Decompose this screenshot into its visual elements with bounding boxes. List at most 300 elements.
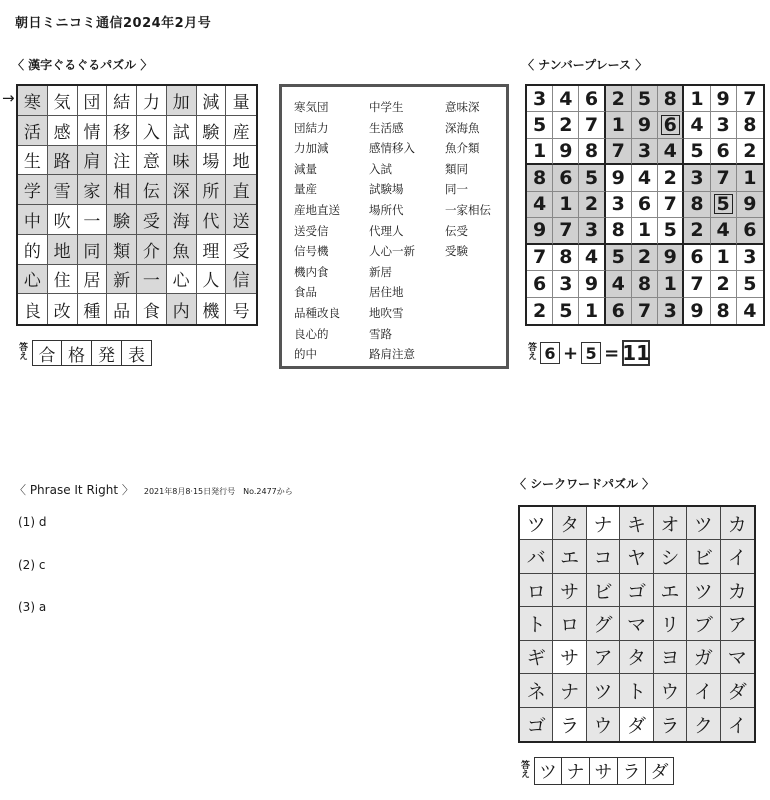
sudoku-digit: 8	[637, 272, 652, 295]
kanji-cell: 場	[197, 146, 227, 176]
seek-answer-char: サ	[590, 757, 618, 785]
sudoku-answer-b: 5	[581, 342, 601, 364]
sudoku-digit: 4	[716, 219, 730, 242]
sudoku-cell	[553, 218, 579, 244]
sudoku-digit: 5	[743, 272, 757, 295]
sudoku-cell	[632, 271, 658, 297]
sudoku-digit: 7	[690, 272, 704, 295]
seek-word-cell: カ	[721, 574, 754, 607]
sudoku-cell	[527, 112, 553, 138]
kanji-cell: 住	[48, 265, 78, 295]
kanji-cell: 減	[197, 86, 227, 116]
seek-word-cell: ラ	[553, 708, 586, 741]
sudoku-cell	[606, 139, 632, 165]
sudoku-digit: 3	[611, 193, 625, 216]
sudoku-digit: 9	[584, 272, 599, 295]
sudoku-digit: 2	[663, 167, 677, 190]
sudoku-digit: 1	[743, 167, 757, 190]
word-list-item: 団結力	[294, 120, 329, 135]
seek-word-cell: タ	[620, 641, 653, 674]
sudoku-digit: 5	[663, 219, 677, 242]
word-list-item: 深海魚	[445, 120, 480, 135]
kanji-cell: 品	[107, 294, 137, 324]
kanji-cell: 移	[107, 116, 137, 146]
kanji-cell: 一	[78, 205, 108, 235]
kanji-cell: 意	[137, 146, 167, 176]
sudoku-digit: 7	[716, 167, 730, 190]
sudoku-digit: 6	[532, 272, 547, 295]
seek-word-grid	[518, 505, 756, 743]
word-list-col-3	[445, 97, 491, 262]
sudoku-digit: 8	[743, 114, 757, 137]
seek-word-cell: ナ	[553, 674, 586, 707]
seek-answer-char: ナ	[562, 757, 590, 785]
kanji-cell: 中	[18, 205, 48, 235]
sudoku-digit: 4	[637, 167, 652, 190]
sudoku-digit: 1	[584, 299, 599, 322]
seek-word-cell: ウ	[587, 708, 620, 741]
sudoku-digit: 1	[663, 272, 677, 295]
sudoku-digit: 5	[584, 167, 599, 190]
sudoku-grid	[525, 84, 765, 326]
kanji-cell: 肩	[78, 146, 108, 176]
sudoku-digit: 5	[559, 299, 573, 322]
sudoku-cell	[579, 86, 605, 112]
word-list-item: 新居	[369, 264, 392, 279]
sudoku-cell	[606, 192, 632, 218]
kanji-answer-char: 格	[62, 340, 92, 366]
kanji-cell: 所	[197, 175, 227, 205]
phrase-answer-2: (2) c	[18, 558, 46, 572]
seek-word-cell: イ	[721, 540, 754, 573]
sudoku-cell	[579, 112, 605, 138]
sudoku-digit: 6	[661, 115, 680, 135]
word-list-item: 一家相伝	[445, 202, 491, 217]
kanji-cell: 受	[137, 205, 167, 235]
seek-word-cell: イ	[727, 714, 747, 737]
word-list-item: 魚介類	[445, 141, 480, 156]
sudoku-cell	[632, 298, 658, 324]
sudoku-cell	[658, 298, 684, 324]
phrase-header	[14, 481, 293, 498]
sudoku-cell	[553, 298, 579, 324]
sudoku-cell	[684, 218, 710, 244]
kanji-answer-char: 表	[122, 340, 152, 366]
sudoku-cell	[553, 271, 579, 297]
sudoku-cell	[658, 245, 684, 271]
sudoku-answer	[540, 340, 650, 366]
seek-word-cell: リ	[654, 607, 687, 640]
seek-word-cell: ツ	[687, 574, 720, 607]
phrase-title: 〈 Phrase It Right 〉	[14, 483, 134, 497]
seek-word-cell: コ	[587, 540, 620, 573]
seek-word-title: 〈 シークワードパズル 〉	[514, 477, 655, 491]
seek-word-cell: ダ	[721, 674, 754, 707]
sudoku-cell	[711, 245, 737, 271]
sudoku-cell	[553, 112, 579, 138]
word-list-item: 食品	[294, 285, 317, 300]
kanji-cell: 感	[48, 116, 78, 146]
word-list-item: 寒気団	[294, 100, 329, 114]
sudoku-digit: 3	[532, 87, 547, 110]
sudoku-cell	[606, 245, 632, 271]
kanji-cell: 路	[48, 146, 78, 176]
sudoku-cell	[606, 86, 632, 112]
sudoku-digit: 3	[637, 140, 652, 163]
sudoku-cell	[527, 271, 553, 297]
sudoku-digit: 9	[559, 140, 573, 163]
kanji-cell: 雪	[48, 175, 78, 205]
sudoku-digit: 4	[532, 193, 547, 216]
kanji-cell: 味	[167, 146, 197, 176]
word-list-item: 雪路	[369, 326, 392, 341]
sudoku-digit: 2	[637, 246, 652, 269]
seek-word-cell: ア	[721, 607, 754, 640]
seek-word-cell: ウ	[654, 674, 687, 707]
sudoku-digit: 6	[637, 193, 652, 216]
sudoku-cell	[711, 139, 737, 165]
sudoku-digit: 2	[559, 114, 573, 137]
kanji-cell: 人	[197, 265, 227, 295]
seek-word-cell: エ	[654, 574, 687, 607]
word-list-item: 送受信	[294, 223, 329, 238]
kanji-answer	[32, 340, 152, 366]
seek-word-cell: カ	[721, 507, 754, 540]
seek-word-cell: シ	[654, 540, 687, 573]
sudoku-digit: 7	[584, 114, 599, 137]
word-list-item: 減量	[294, 161, 317, 176]
kanji-cell: 新	[107, 265, 137, 295]
sudoku-digit: 8	[532, 167, 547, 190]
kanji-cell: 介	[137, 235, 167, 265]
seek-answer-char: ラ	[618, 757, 646, 785]
sudoku-cell	[579, 271, 605, 297]
seek-word-cell: マ	[620, 607, 653, 640]
seek-word-cell: ゴ	[620, 574, 653, 607]
kanji-cell: 気	[48, 86, 78, 116]
kanji-puzzle-title: 〈 漢字ぐるぐるパズル 〉	[12, 58, 153, 72]
sudoku-digit: 4	[611, 272, 625, 295]
sudoku-cell	[527, 165, 553, 191]
kanji-cell: 地	[48, 235, 78, 265]
kanji-cell: 験	[197, 116, 227, 146]
kanji-answer-char: 合	[32, 340, 62, 366]
sudoku-digit: 1	[559, 193, 573, 216]
sudoku-cell	[684, 271, 710, 297]
sudoku-cell	[632, 139, 658, 165]
sudoku-digit: 3	[559, 272, 573, 295]
seek-word-cell: ロ	[553, 607, 586, 640]
seek-word-cell: ビ	[587, 574, 620, 607]
sudoku-digit: 3	[690, 167, 704, 190]
sudoku-digit: 3	[716, 114, 730, 137]
sudoku-cell	[711, 165, 737, 191]
seek-word-cell: ヤ	[620, 540, 653, 573]
word-list-item: 代理人	[369, 223, 404, 238]
sudoku-digit: 7	[743, 87, 757, 110]
phrase-answer-3: (3) a	[18, 600, 47, 614]
word-list-col-2	[369, 97, 415, 365]
sudoku-cell	[579, 165, 605, 191]
kanji-cell: 入	[137, 116, 167, 146]
seek-word-cell: ラ	[654, 708, 687, 741]
word-list-item: 路肩注意	[369, 347, 415, 362]
seek-word-answer	[534, 757, 674, 785]
kanji-cell: 団	[78, 86, 108, 116]
sudoku-digit: 7	[637, 299, 652, 322]
sudoku-cell	[632, 245, 658, 271]
sudoku-digit: 2	[716, 272, 730, 295]
sudoku-cell	[658, 165, 684, 191]
word-list-item: 伝受	[445, 223, 468, 238]
sudoku-cell	[632, 192, 658, 218]
equals-sign: =	[604, 342, 620, 364]
seek-word-cell: ゴ	[520, 708, 553, 741]
sudoku-digit: 7	[663, 193, 677, 216]
sudoku-digit: 5	[690, 140, 704, 163]
sudoku-digit: 3	[743, 246, 757, 269]
phrase-answer-1: (1) d	[18, 515, 47, 529]
kanji-cell: 学	[18, 175, 48, 205]
sudoku-digit: 9	[690, 299, 704, 322]
sudoku-answer-result: 11	[622, 341, 651, 365]
seek-word-cell: ト	[620, 674, 653, 707]
number-place-title: 〈 ナンバープレース 〉	[522, 58, 648, 72]
word-list-item: 機内食	[294, 264, 329, 279]
sudoku-cell	[553, 86, 579, 112]
sudoku-cell	[632, 112, 658, 138]
seek-word-cell: サ	[553, 641, 586, 674]
sudoku-digit: 3	[584, 219, 599, 242]
seek-word-cell: オ	[654, 507, 687, 540]
word-list-box	[279, 84, 509, 369]
sudoku-digit: 4	[743, 299, 757, 322]
seek-answer-char: ダ	[646, 757, 674, 785]
seek-word-cell: グ	[587, 607, 620, 640]
word-list-item: 良心的	[294, 326, 329, 341]
sudoku-cell	[684, 165, 710, 191]
word-list-item: 信号機	[294, 244, 329, 259]
page-header: 朝日ミニコミ通信2024年2月号	[15, 16, 212, 31]
sudoku-cell	[527, 139, 553, 165]
kanji-cell: 一	[137, 265, 167, 295]
word-list-item: 居住地	[369, 285, 404, 300]
sudoku-digit: 1	[637, 219, 652, 242]
kanji-cell: 家	[78, 175, 108, 205]
start-arrow-icon: →	[2, 89, 15, 107]
seek-word-cell: ロ	[520, 574, 553, 607]
sudoku-cell	[658, 86, 684, 112]
kanji-cell: 深	[167, 175, 197, 205]
sudoku-digit: 4	[663, 140, 677, 163]
sudoku-cell	[606, 218, 632, 244]
sudoku-digit: 8	[716, 299, 730, 322]
word-list-col-1	[294, 97, 340, 365]
sudoku-cell	[711, 112, 737, 138]
sudoku-digit: 7	[559, 219, 573, 242]
sudoku-cell	[553, 139, 579, 165]
word-list-item: 量産	[294, 182, 317, 197]
phrase-subtitle: 2021年8月8·15日発行号 No.2477から	[143, 487, 293, 496]
kanji-cell: 理	[197, 235, 227, 265]
word-list-item: 中学生	[369, 100, 404, 114]
kanji-cell: 心	[167, 265, 197, 295]
word-list-item: 人心一新	[369, 244, 415, 259]
seek-word-cell: ツ	[687, 507, 720, 540]
kanji-cell: 代	[197, 205, 227, 235]
word-list-item: 的中	[294, 347, 317, 362]
sudoku-digit: 6	[584, 87, 599, 110]
sudoku-digit: 9	[532, 219, 547, 242]
sudoku-digit: 5	[532, 114, 547, 137]
sudoku-cell	[606, 165, 632, 191]
kanji-cell: 受	[226, 235, 256, 265]
word-list-item: 産地直送	[294, 202, 340, 217]
sudoku-digit: 6	[690, 246, 704, 269]
seek-word-cell: マ	[721, 641, 754, 674]
sudoku-cell	[737, 298, 763, 324]
kanji-cell: 内	[167, 294, 197, 324]
kanji-cell: 送	[226, 205, 256, 235]
kanji-cell: 験	[107, 205, 137, 235]
sudoku-cell	[527, 298, 553, 324]
sudoku-cell	[737, 112, 763, 138]
sudoku-cell	[711, 271, 737, 297]
sudoku-digit: 1	[611, 114, 625, 137]
sudoku-digit: 8	[690, 193, 704, 216]
sudoku-digit: 2	[690, 219, 704, 242]
sudoku-digit: 3	[663, 299, 677, 322]
kanji-cell: 伝	[137, 175, 167, 205]
kanji-cell: 地	[226, 146, 256, 176]
seek-answer-label: 答え	[519, 760, 529, 778]
sudoku-cell	[632, 165, 658, 191]
sudoku-digit: 2	[611, 87, 625, 110]
sudoku-cell	[632, 218, 658, 244]
seek-word-cell: ビ	[687, 540, 720, 573]
word-list-item: 場所代	[369, 202, 404, 217]
word-list-item: 同一	[445, 182, 468, 197]
sudoku-cell	[553, 245, 579, 271]
sudoku-digit: 2	[584, 193, 599, 216]
seek-word-cell: ヨ	[654, 641, 687, 674]
kanji-cell: 的	[18, 235, 48, 265]
sudoku-cell	[579, 139, 605, 165]
seek-word-cell: バ	[520, 540, 553, 573]
seek-word-cell: ナ	[587, 507, 620, 540]
sudoku-cell	[527, 218, 553, 244]
sudoku-cell	[737, 218, 763, 244]
kanji-cell: 同	[78, 235, 108, 265]
sudoku-digit: 9	[637, 114, 652, 137]
word-list-item: 生活感	[369, 120, 404, 135]
seek-answer-char: ツ	[534, 757, 562, 785]
seek-word-cell: イ	[687, 674, 720, 707]
plus-sign: +	[563, 342, 579, 364]
sudoku-cell	[737, 271, 763, 297]
sudoku-cell	[527, 192, 553, 218]
kanji-cell: 力	[137, 86, 167, 116]
seek-word-cell: ト	[520, 607, 553, 640]
kanji-cell: 注	[107, 146, 137, 176]
sudoku-cell	[684, 298, 710, 324]
seek-word-cell: ガ	[687, 641, 720, 674]
sudoku-cell	[737, 165, 763, 191]
seek-word-cell: タ	[553, 507, 586, 540]
sudoku-cell	[658, 218, 684, 244]
word-list-item: 品種改良	[294, 305, 340, 320]
sudoku-cell	[684, 139, 710, 165]
word-list-item: 受験	[445, 244, 468, 259]
sudoku-cell	[684, 112, 710, 138]
sudoku-digit: 1	[690, 87, 704, 110]
sudoku-cell	[711, 192, 737, 218]
sudoku-digit: 9	[743, 193, 757, 216]
kanji-cell: 加	[167, 86, 197, 116]
word-list-item: 意味深	[445, 100, 480, 114]
sudoku-cell	[711, 86, 737, 112]
kanji-cell: 魚	[167, 235, 197, 265]
sudoku-digit: 9	[663, 246, 677, 269]
sudoku-digit: 4	[584, 246, 599, 269]
sudoku-cell	[737, 86, 763, 112]
sudoku-digit: 6	[559, 167, 573, 190]
sudoku-cell	[684, 192, 710, 218]
kanji-cell: 心	[18, 265, 48, 295]
kanji-cell: 活	[18, 116, 48, 146]
sudoku-digit: 2	[532, 299, 547, 322]
sudoku-cell	[737, 192, 763, 218]
sudoku-cell	[737, 139, 763, 165]
sudoku-cell	[684, 86, 710, 112]
sudoku-digit: 6	[611, 299, 625, 322]
sudoku-cell	[606, 271, 632, 297]
sudoku-cell	[553, 192, 579, 218]
sudoku-cell	[737, 245, 763, 271]
sudoku-answer-label: 答え	[526, 342, 536, 360]
sudoku-cell	[658, 192, 684, 218]
sudoku-cell	[579, 218, 605, 244]
sudoku-cell	[711, 298, 737, 324]
sudoku-digit: 6	[716, 140, 730, 163]
seek-word-cell: キ	[620, 507, 653, 540]
kanji-cell: 直	[226, 175, 256, 205]
sudoku-cell	[711, 218, 737, 244]
kanji-cell: 信	[226, 265, 256, 295]
sudoku-cell	[684, 245, 710, 271]
sudoku-digit: 4	[690, 114, 704, 137]
kanji-cell: 生	[18, 146, 48, 176]
sudoku-answer-a: 6	[540, 342, 560, 364]
seek-word-cell: エ	[553, 540, 586, 573]
seek-word-cell: ツ	[520, 507, 553, 540]
sudoku-cell	[579, 245, 605, 271]
word-list-item: 入試	[369, 161, 392, 176]
sudoku-digit: 8	[611, 219, 625, 242]
kanji-cell: 機	[197, 294, 227, 324]
kanji-cell: 居	[78, 265, 108, 295]
kanji-cell: 類	[107, 235, 137, 265]
seek-word-cell: ク	[687, 708, 720, 741]
kanji-answer-char: 発	[92, 340, 122, 366]
kanji-cell: 試	[167, 116, 197, 146]
kanji-cell: 号	[232, 301, 250, 322]
sudoku-digit: 6	[743, 219, 757, 242]
sudoku-cell	[658, 139, 684, 165]
sudoku-cell	[606, 112, 632, 138]
word-list-item: 感情移入	[369, 141, 415, 156]
kanji-cell: 改	[48, 294, 78, 324]
